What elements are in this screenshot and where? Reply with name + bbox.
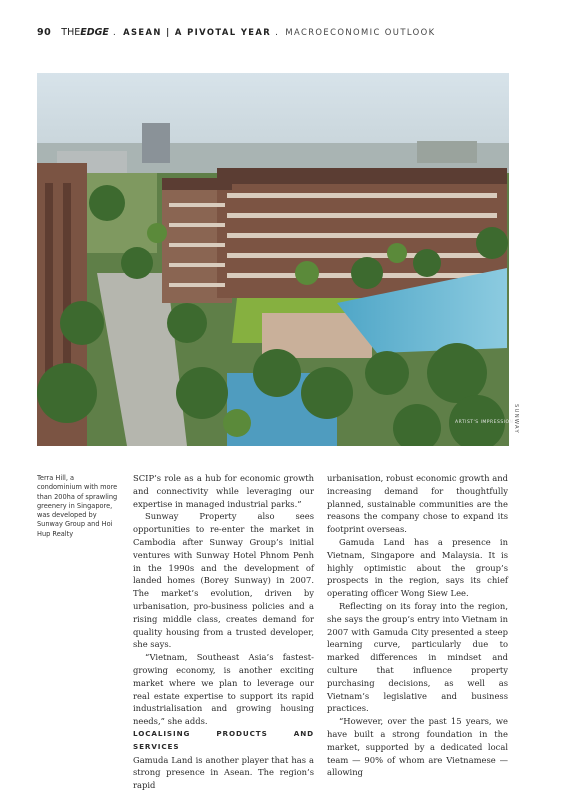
subsection-title: MACROECONOMIC OUTLOOK — [285, 27, 436, 37]
header-separator-2: . — [275, 27, 280, 37]
paragraph: SCIP’s role as a hub for economic growth and connectivity while leveraging our expertise in managed industrial parks.” — [133, 473, 314, 509]
header-separator: . — [112, 27, 118, 37]
paragraph: Gamuda Land is another player that has a strong presence in Asean. The region’s rapid — [133, 754, 314, 791]
paragraph: Reflecting on its foray into the region, she says the group’s entry into Vietnam in 2007 with Gamuda City presented a steep learning curve, particularly due to marked differences in mindset and culture that influence property purchasing decisions, as well as Vietnam’s legislative and business practices. — [327, 600, 508, 714]
paragraph: “However, over the past 15 years, we have built a strong foundation in the market, supported by a dedicated local team — 90% of whom are Vietnamese — allowing — [327, 716, 508, 778]
logo-name: EDGE — [80, 27, 109, 38]
article-column-1 — [133, 472, 314, 792]
paragraph: “Vietnam, Southeast Asia’s fastest-growing economy, is another exciting market where we plan to leverage our real estate expertise to support its rapid industrialisation and growing housing needs,” she adds. — [133, 652, 314, 727]
section-title: ASEAN | A PIVOTAL YEAR — [123, 27, 272, 37]
publication-logo — [61, 27, 109, 38]
condominium-illustration — [37, 73, 509, 446]
logo-prefix: THE — [61, 27, 81, 38]
condominium-photo — [37, 73, 509, 446]
artist-credit: ARTIST'S IMPRESSION — [455, 420, 514, 425]
paragraph: Sunway Property also sees opportunities to re-enter the market in Cambodia after Sunway Group’s initial ventures with Sunway Hotel Phnom Penh in the 1990s and the development of landed homes (Borey Sunway) in 2007. The market’s evolution, driven by urbanisation, pro-business policies and a rising middle class, creates demand for quality housing from a trusted developer, she says. — [133, 511, 314, 650]
running-header — [37, 27, 547, 41]
article-column-2 — [327, 472, 508, 779]
paragraph: Gamuda Land has a presence in Vietnam, Singapore and Malaysia. It is highly optimistic about the group’s prospects in the region, says its chief operating officer Wong Siew Lee. — [327, 536, 508, 599]
paragraph: urbanisation, robust economic growth and increasing demand for thoughtfully planned, sustainable communities are the reasons the company chose to expand its footprint overseas. — [327, 473, 508, 535]
photo-caption: Terra Hill, a condominium with more than 200ha of sprawling greenery in Singapore, was developed by Sunway Group and Hoi Hup Realty — [37, 474, 118, 538]
section-subheading: LOCALISING PRODUCTS AND SERVICES — [133, 728, 314, 751]
photo-side-credit: SUNWAY — [513, 404, 519, 434]
page-number: 90 — [37, 27, 52, 38]
